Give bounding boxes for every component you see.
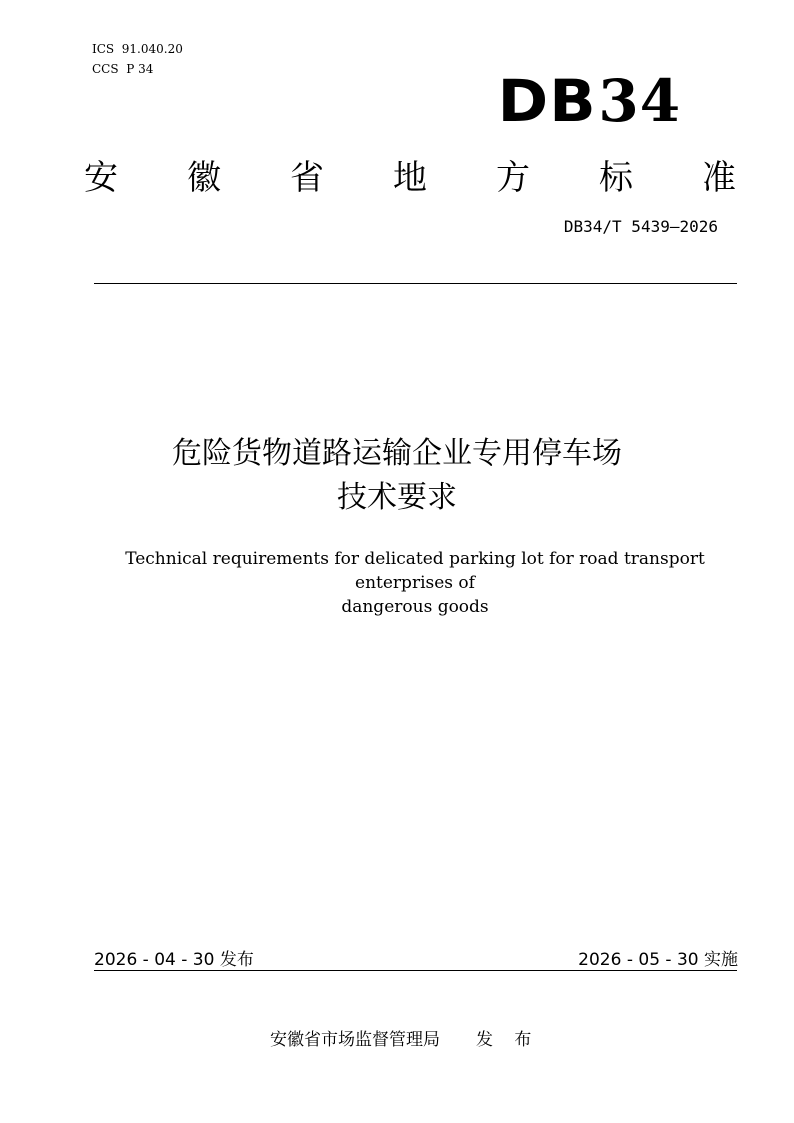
standard-number: DB34/T 5439—2026 (563, 217, 718, 236)
chinese-title-line1: 危险货物道路运输企业专用停车场 (172, 436, 622, 471)
chinese-title-line2: 技术要求 (337, 480, 457, 515)
ccs-code: CCS P 34 (92, 62, 154, 76)
title-char: 方 (496, 158, 530, 198)
db34-logo (497, 67, 682, 135)
bottom-divider (94, 970, 737, 971)
publish-verb: 发 布 (476, 1030, 540, 1050)
publisher (270, 1025, 539, 1050)
issue-date: 2026 - 04 - 30 发布 (94, 950, 254, 970)
title-char: 安 (84, 158, 118, 198)
title-char: 准 (702, 158, 736, 198)
standard-type-title (84, 150, 736, 199)
logo-number: 34 (598, 67, 682, 135)
title-char: 标 (599, 158, 633, 198)
ics-code: ICS 91.040.20 (92, 42, 183, 56)
english-title (100, 547, 730, 619)
implement-date: 2026 - 05 - 30 实施 (578, 950, 738, 970)
title-char: 徽 (187, 158, 221, 198)
title-char: 地 (393, 158, 427, 198)
english-title-line1: Technical requirements for delicated parking lot for road transport enterprises of (125, 549, 705, 593)
logo-db: DB (497, 67, 597, 135)
english-title-line2: dangerous goods (341, 597, 489, 617)
publisher-name: 安徽省市场监督管理局 (270, 1030, 440, 1050)
classification-codes (92, 39, 183, 79)
top-divider (94, 283, 737, 284)
title-char: 省 (290, 158, 324, 198)
chinese-title (0, 432, 794, 520)
